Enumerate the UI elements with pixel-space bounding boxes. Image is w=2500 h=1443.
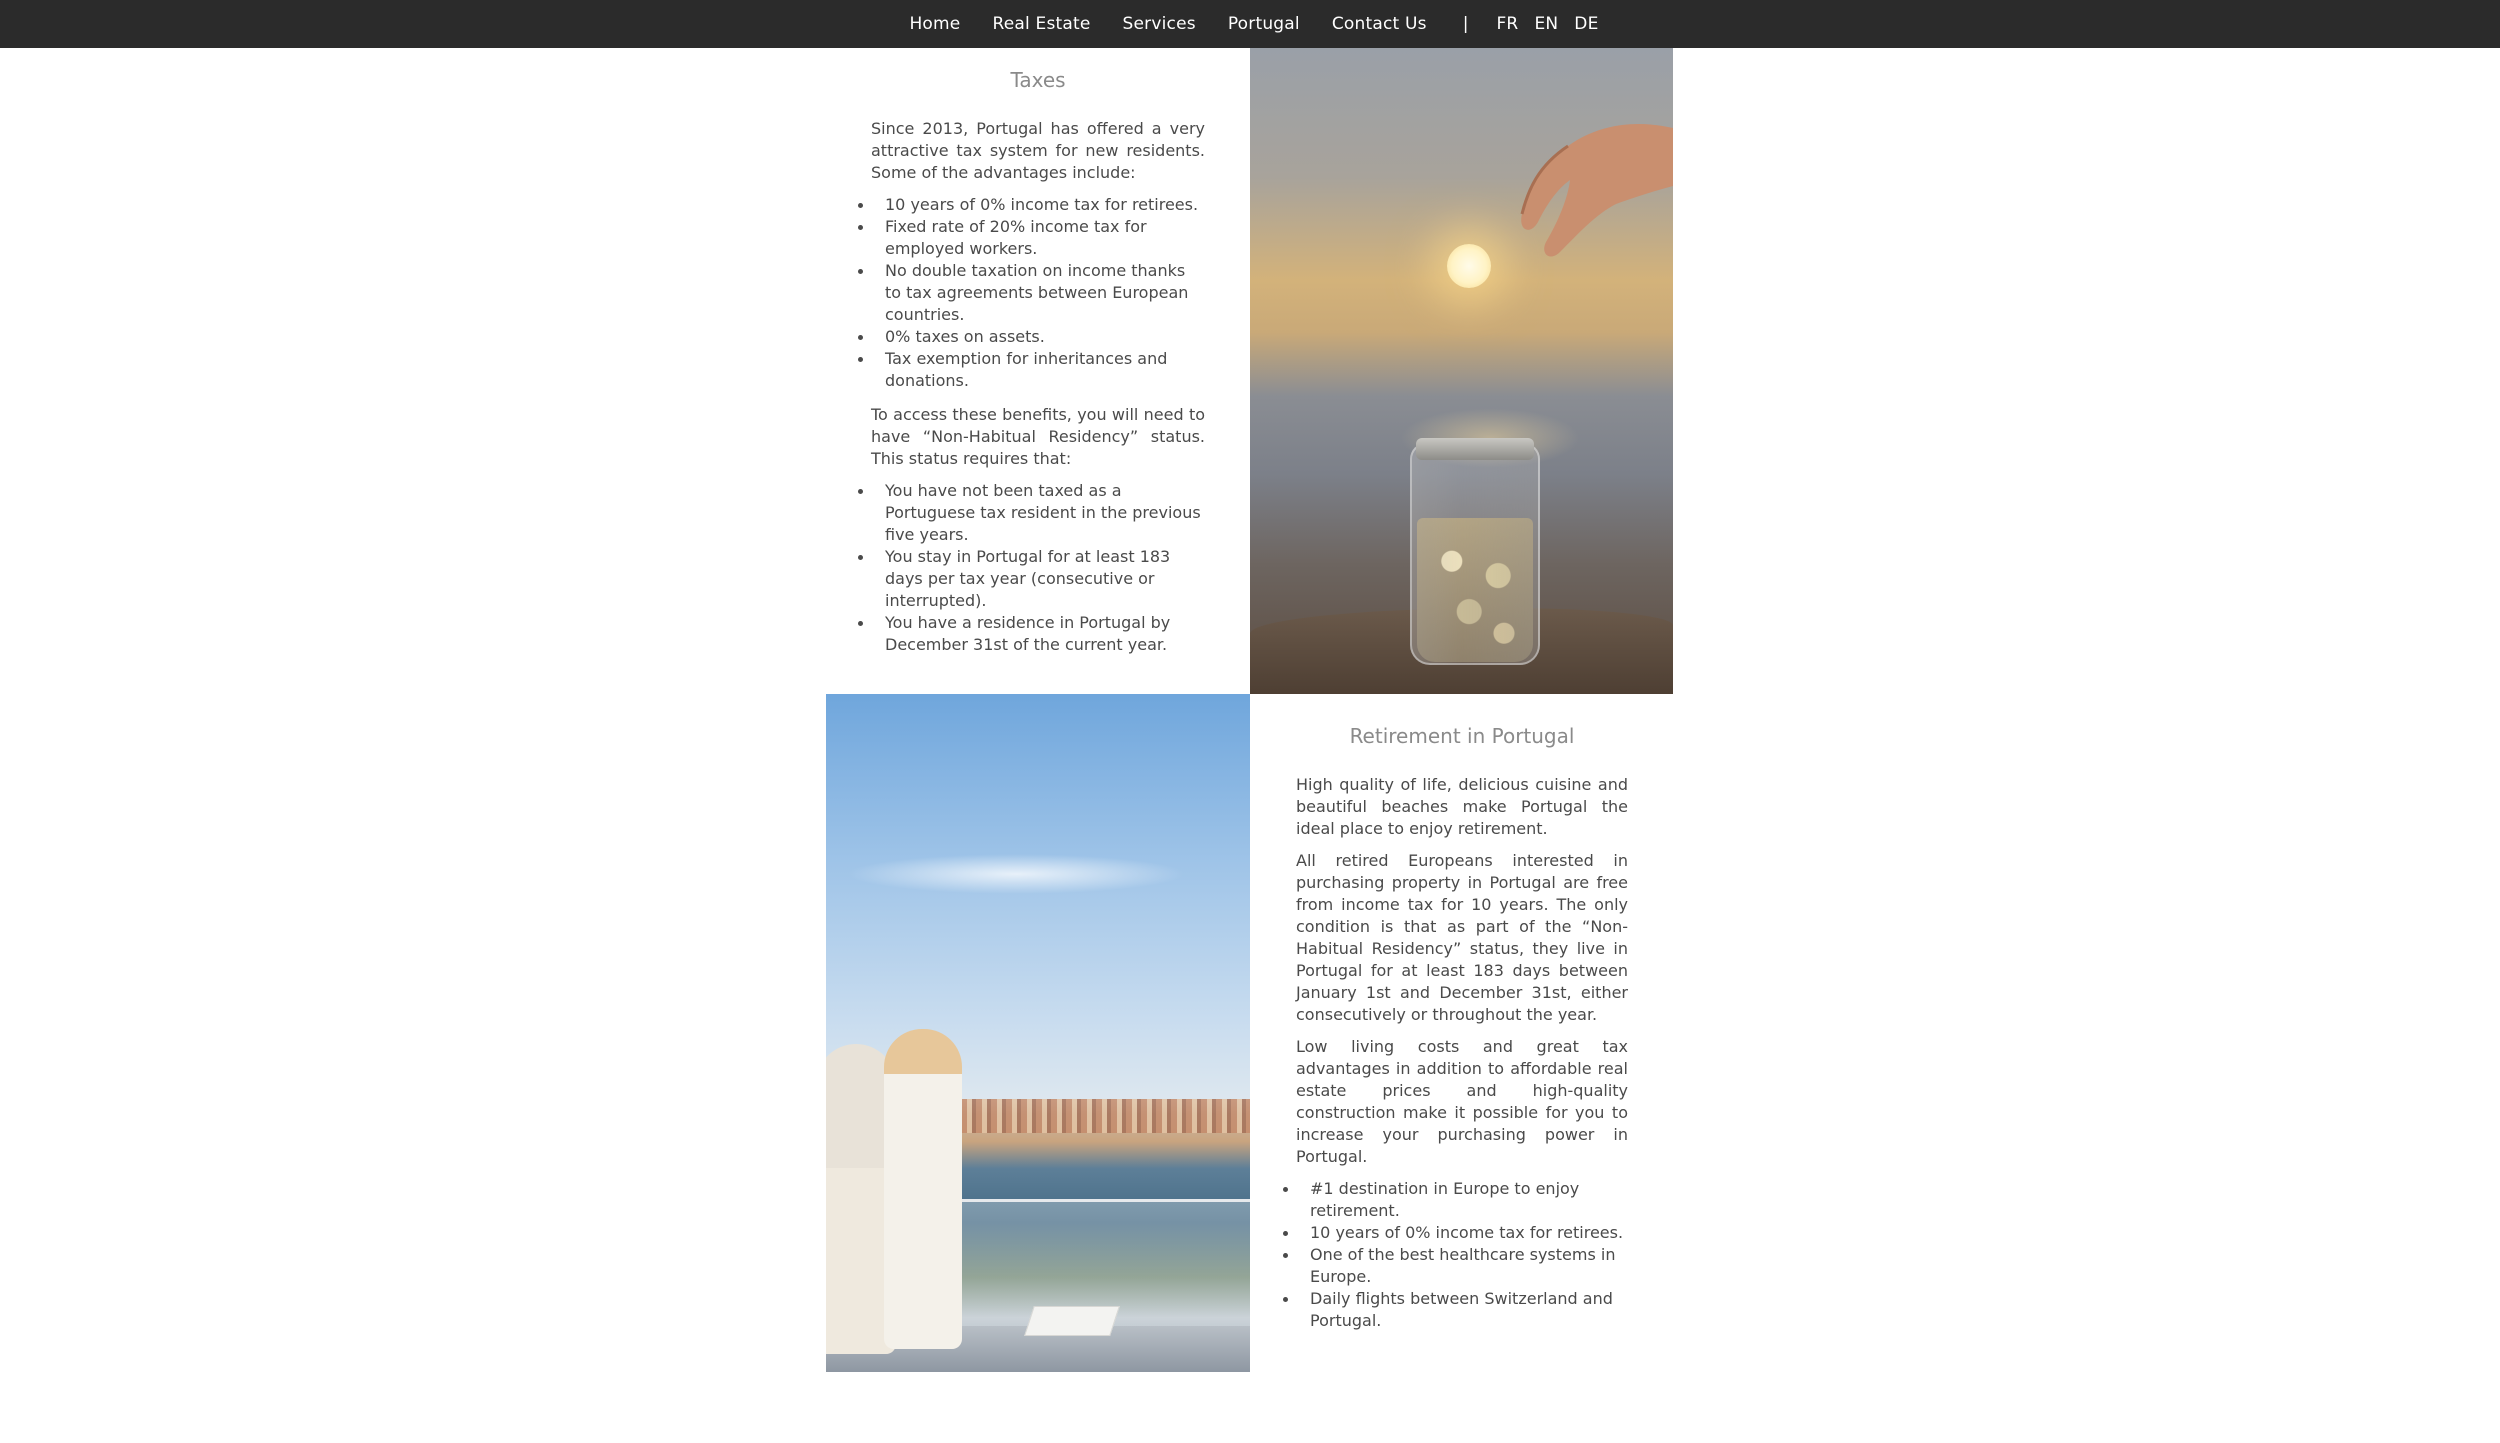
nav-separator: | [1462,14,1469,34]
list-item: You stay in Portugal for at least 183 days per tax year (consecutive or interrupted). [871,546,1205,612]
jar-lid [1416,438,1534,460]
taxes-requirements-list [871,480,1205,656]
nav-services-link[interactable]: Services [1122,14,1196,34]
woman-figure [884,1029,962,1349]
list-item: No double taxation on income thanks to tax agreements between European countries. [871,260,1205,326]
list-item: 10 years of 0% income tax for retirees. [1296,1222,1628,1244]
nav-portugal-link[interactable]: Portugal [1227,14,1300,34]
language-de-link[interactable]: DE [1574,14,1599,34]
list-item: Fixed rate of 20% income tax for employed workers. [871,216,1205,260]
list-item: 10 years of 0% income tax for retirees. [871,194,1205,216]
content-grid [826,48,1673,1372]
retirement-paragraph: All retired Europeans interested in purchasing property in Portugal are free from income tax for 10 years. The only condition is that as part of the “Non-Habitual Residency” status, they live in Portugal for at least 183 days between January 1st and December 31st, either consecutively or throughout the year. [1296,851,1628,1024]
list-item: #1 destination in Europe to enjoy retirement. [1296,1178,1628,1222]
cloud [846,854,1186,894]
list-item: One of the best healthcare systems in Europe. [1296,1244,1628,1288]
retirement-title: Retirement in Portugal [1349,724,1575,748]
retirement-highlights-list [1296,1178,1628,1332]
book [1024,1306,1120,1336]
couple-balcony-image [826,694,1250,1372]
retirement-paragraph: Low living costs and great tax advantages in addition to affordable real estate prices and high-quality construction make it possible for you to increase your purchasing power in Portugal. [1296,1037,1628,1166]
hand-graphic [1418,118,1673,278]
retirement-section [1250,694,1673,1372]
top-navigation-bar [0,0,2500,48]
taxes-text-block [871,68,1205,668]
taxes-advantages-list [871,194,1205,392]
retirement-paragraph: High quality of life, delicious cuisine and beautiful beaches make Portugal the ideal place to enjoy retirement. [1296,775,1628,838]
nav-real-estate-link[interactable]: Real Estate [992,14,1091,34]
nav-home-link[interactable]: Home [909,14,961,34]
taxes-status-paragraph: To access these benefits, you will need to have “Non-Habitual Residency” status. This status requires that: [871,405,1205,468]
coin-jar-sunset-image [1250,48,1673,694]
glass-jar [1410,443,1540,665]
nav-items [0,0,2500,48]
retirement-text-block [1296,724,1628,1344]
language-fr-link[interactable]: FR [1496,14,1519,34]
list-item: You have a residence in Portugal by December 31st of the current year. [871,612,1205,656]
nav-contact-us-link[interactable]: Contact Us [1331,14,1427,34]
list-item: Tax exemption for inheritances and donations. [871,348,1205,392]
language-en-link[interactable]: EN [1534,14,1559,34]
list-item: 0% taxes on assets. [871,326,1205,348]
taxes-title: Taxes [1010,68,1066,92]
list-item: You have not been taxed as a Portuguese tax resident in the previous five years. [871,480,1205,546]
taxes-section [826,48,1250,694]
list-item: Daily flights between Switzerland and Portugal. [1296,1288,1628,1332]
taxes-intro-paragraph: Since 2013, Portugal has offered a very attractive tax system for new residents. Some of the advantages include: [871,119,1205,182]
